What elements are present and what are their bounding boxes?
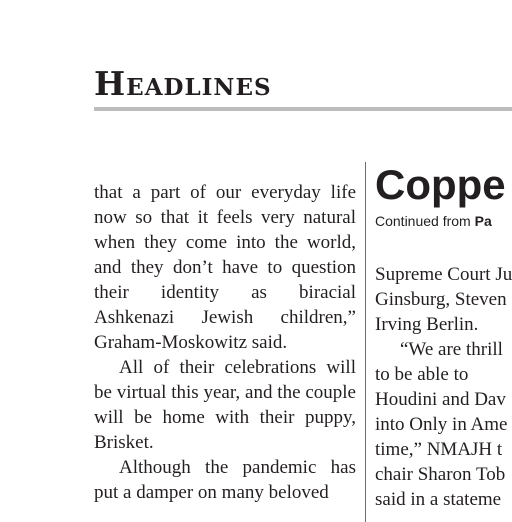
continued-from-label: Continued from <box>375 213 475 229</box>
article-line: Irving Berlin. <box>375 314 479 335</box>
continued-page-ref: Pa <box>474 213 492 229</box>
continued-from-line <box>375 212 512 230</box>
right-article-column <box>375 160 512 512</box>
article-headline: Coppe <box>375 161 506 208</box>
article-line: into Only in Ame <box>375 414 508 435</box>
article-line: “We are thrill <box>400 339 503 360</box>
section-title-rule <box>94 107 512 111</box>
article-line: Ginsburg, Steven <box>375 289 507 310</box>
article-line: to be able to <box>375 364 469 385</box>
column-divider <box>365 162 366 522</box>
left-article-column <box>94 180 356 505</box>
article-line: Houdini and Dav <box>375 389 506 410</box>
article-paragraph: Although the pandemic has put a damper on many beloved <box>94 457 356 503</box>
article-paragraph: All of their celebrations will be virtual this year, and the couple will be home with their puppy, Brisket. <box>94 357 356 453</box>
right-article-body <box>375 262 512 512</box>
article-line: Supreme Court Ju <box>375 264 512 285</box>
article-line: time,” NMAJH t <box>375 439 503 460</box>
article-line: said in a stateme <box>375 489 502 510</box>
section-title: Headlines <box>94 64 272 103</box>
article-line: chair Sharon Tob <box>375 464 506 485</box>
article-paragraph: that a part of our everyday life now so that it feels very natural when they come into the world, and they don’t have to question their identity as biracial Ashkenazi Jewish children,” Graham-Moskowitz said. <box>94 182 356 353</box>
